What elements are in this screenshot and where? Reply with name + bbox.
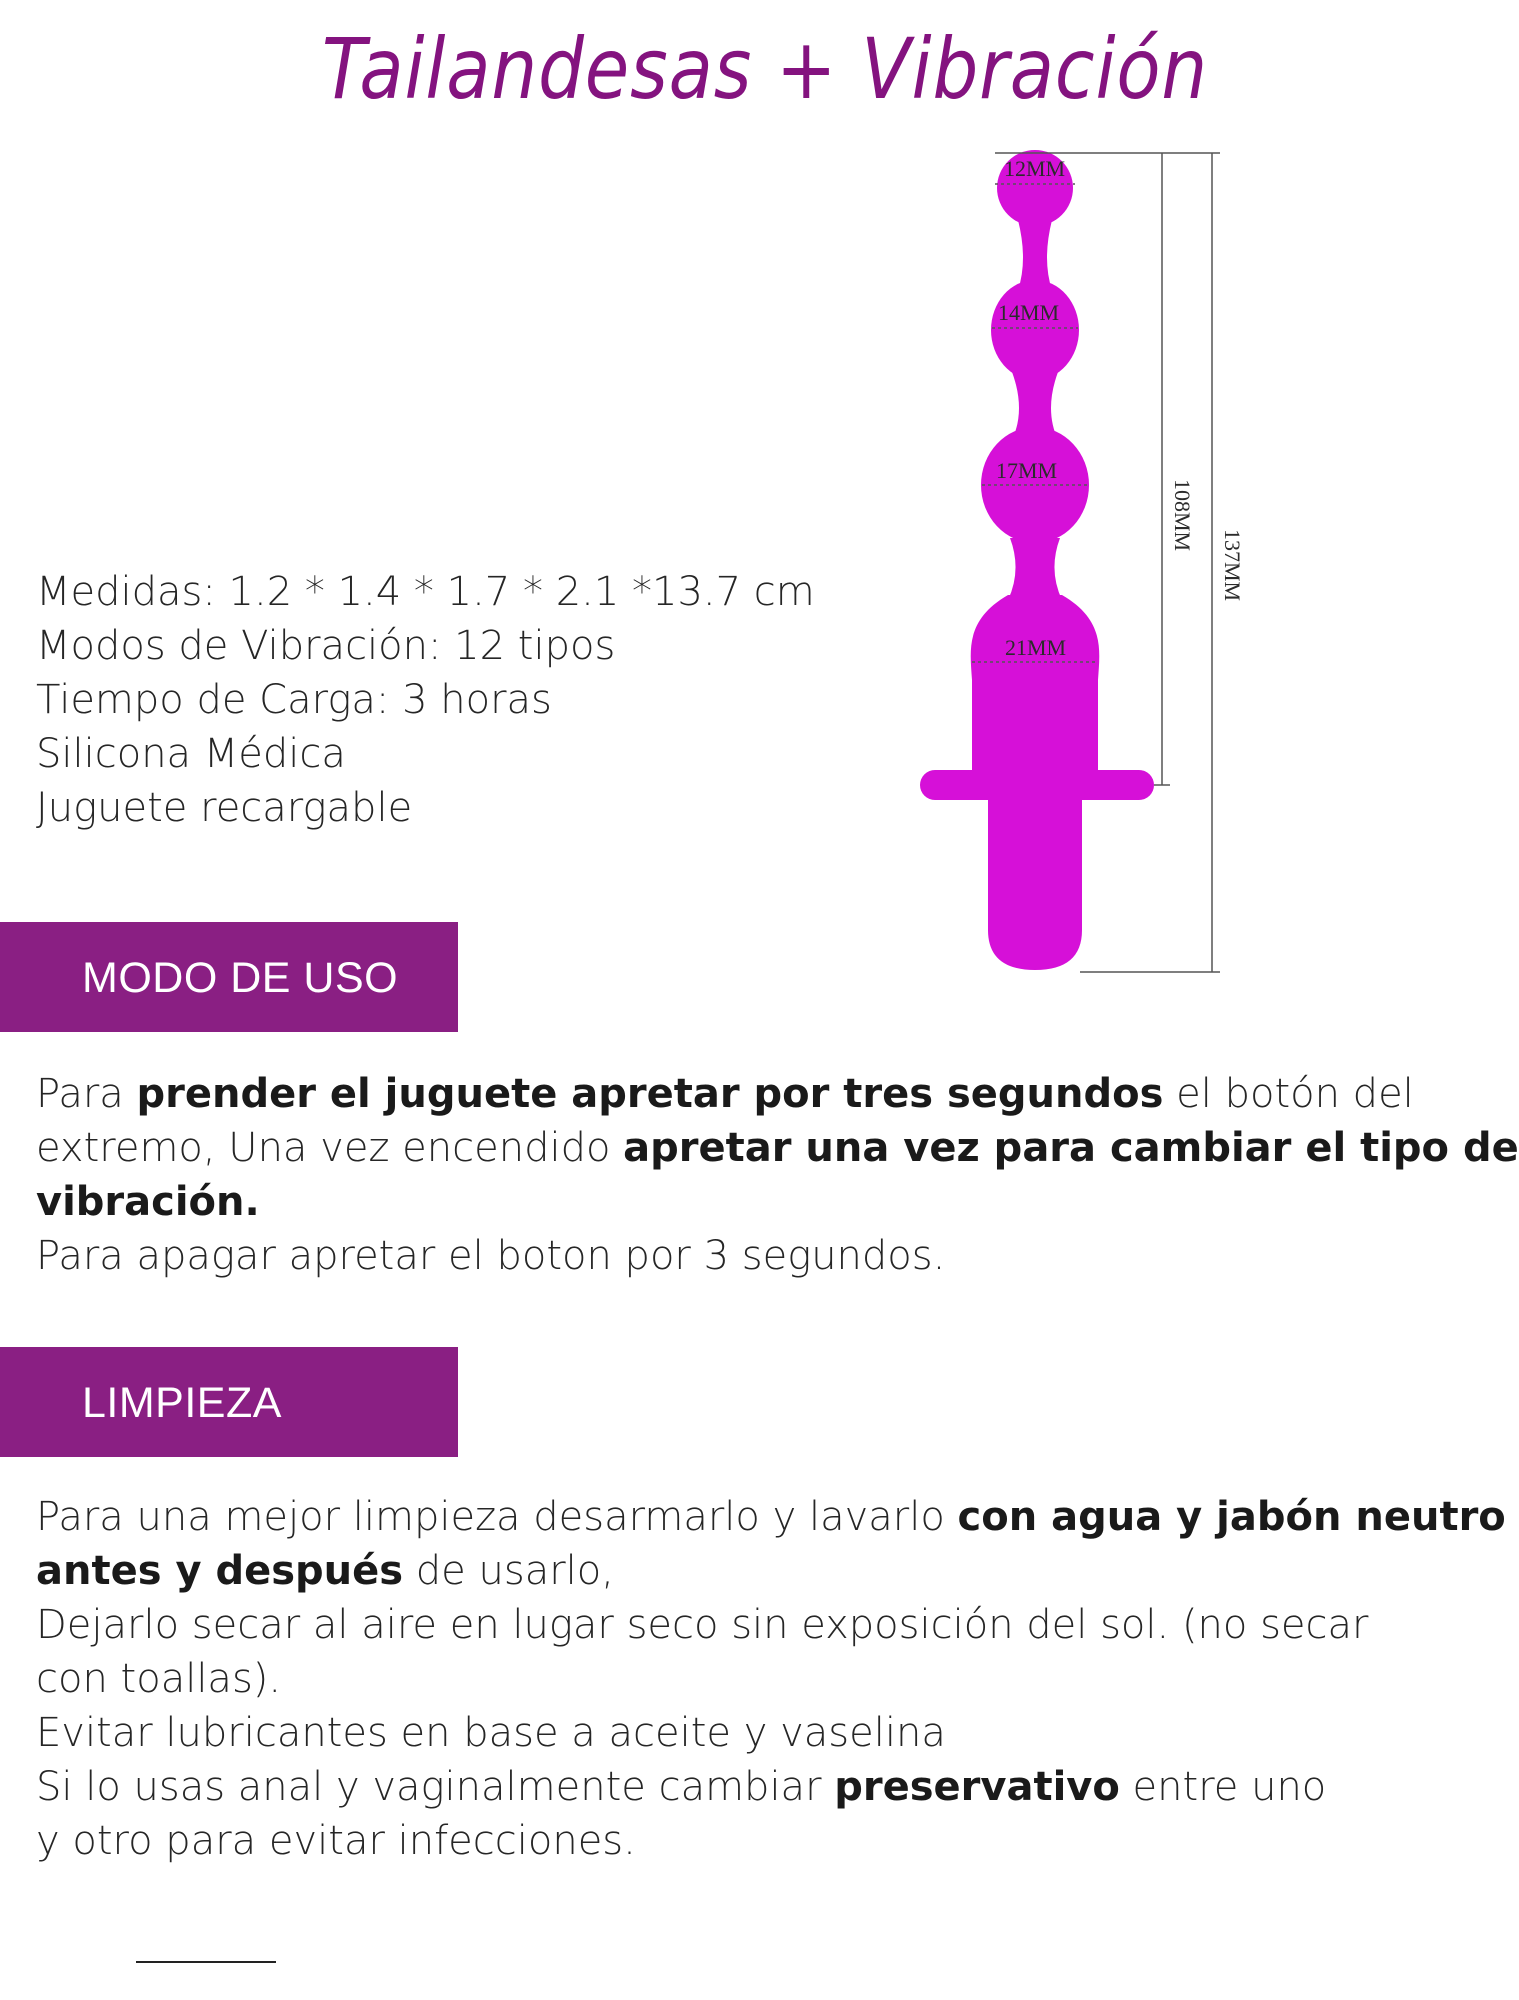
text-line: Evitar lubricantes en base a aceite y vaselina: [36, 1710, 946, 1756]
text-line: extremo, Una vez encendido apretar una vez para cambiar el tipo de: [36, 1125, 1519, 1171]
section-heading: MODO DE USO: [82, 954, 399, 1002]
footer-divider: [136, 1961, 276, 1963]
spec-item-medidas: Medidas: 1.2 * 1.4 * 1.7 * 2.1 *13.7 cm: [36, 569, 815, 615]
limpieza-text: [36, 1490, 1506, 1868]
dim-17mm: 17MM: [996, 458, 1058, 483]
product-image: [900, 140, 1245, 980]
text-line: Dejarlo secar al aire en lugar seco sin exposición del sol. (no secar: [36, 1602, 1369, 1648]
text-line: con toallas).: [36, 1656, 282, 1702]
text-line: y otro para evitar infecciones.: [36, 1818, 636, 1864]
specs-list: [36, 565, 836, 835]
dim-108mm: 108MM: [1170, 478, 1195, 552]
modo-de-uso-text: [36, 1067, 1519, 1283]
spec-item-modos: Modos de Vibración: 12 tipos: [36, 623, 616, 669]
dim-14mm: 14MM: [998, 300, 1060, 325]
dim-137mm: 137MM: [1220, 528, 1245, 602]
section-banner-modo-de-uso: [0, 922, 458, 1032]
page-title: Tailandesas + Vibración: [321, 20, 1209, 118]
section-heading: LIMPIEZA: [82, 1379, 282, 1427]
section-banner-limpieza: [0, 1347, 458, 1457]
text-line: Para apagar apretar el boton por 3 segundos.: [36, 1233, 946, 1279]
text-line: Para una mejor limpieza desarmarlo y lavarlo con agua y jabón neutro: [36, 1494, 1506, 1540]
spec-item-material: Silicona Médica: [36, 731, 346, 777]
spec-item-carga: Tiempo de Carga: 3 horas: [36, 677, 552, 723]
text-line: antes y después de usarlo,: [36, 1548, 614, 1594]
dim-21mm: 21MM: [1005, 635, 1067, 660]
text-line: Para prender el juguete apretar por tres segundos el botón del: [36, 1071, 1414, 1117]
product-body: [920, 150, 1154, 970]
text-line: Si lo usas anal y vaginalmente cambiar preservativo entre uno: [36, 1764, 1327, 1810]
text-line: vibración.: [36, 1179, 260, 1225]
spec-item-recargable: Juguete recargable: [36, 785, 413, 831]
dim-12mm: 12MM: [1004, 156, 1066, 181]
